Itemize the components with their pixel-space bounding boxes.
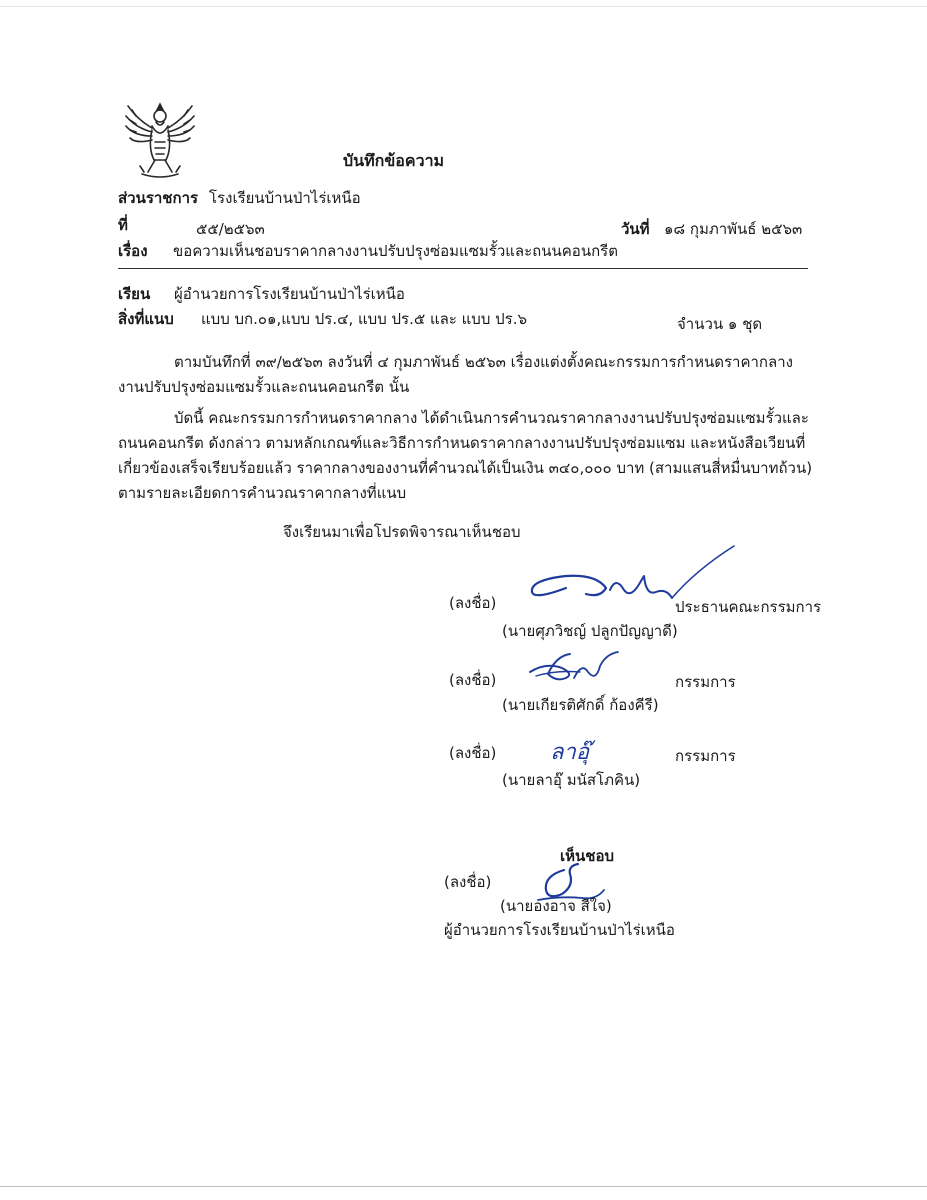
agency-label: ส่วนราชการ <box>118 189 199 207</box>
sign-label-3: (ลงชื่อ) <box>449 744 497 762</box>
attachment-label: สิ่งที่แนบ <box>118 310 174 328</box>
ref-label: ที่ <box>118 216 128 234</box>
signer-role-3: กรรมการ <box>675 747 736 765</box>
signature-3-handwriting: ลาอุ๊ <box>550 740 590 765</box>
date-label: วันที่ <box>621 220 650 238</box>
signer-role-1: ประธานคณะกรรมการ <box>675 598 822 616</box>
attachment-count: จำนวน ๑ ชุด <box>677 315 763 333</box>
signature-2-handwriting <box>526 648 626 688</box>
approval-heading: เห็นชอบ <box>560 847 614 865</box>
date-value: ๑๘ กุมภาพันธ์ ๒๕๖๓ <box>664 220 803 238</box>
attachment-value: แบบ บก.๐๑,แบบ ปร.๔, แบบ ปร.๕ และ แบบ ปร.๖ <box>201 310 527 328</box>
agency-value: โรงเรียนบ้านป่าไร่เหนือ <box>209 189 361 207</box>
memo-title: บันทึกข้อความ <box>343 151 445 170</box>
approval-sign-label: (ลงชื่อ) <box>444 873 492 891</box>
ref-value: ๕๕/๒๕๖๓ <box>196 220 265 238</box>
signer-name-2: (นายเกียรติศักดิ์ ก้องคีรี) <box>502 696 659 714</box>
scan-top-edge <box>0 6 927 7</box>
approval-name: (นายองอาจ สีใจ) <box>500 897 612 915</box>
subject-value: ขอความเห็นชอบราคากลางงานปรับปรุงซ่อมแซมรั้วและถนนคอนกรีต <box>173 242 618 260</box>
body-paragraph-2-line-1: บัดนี้ คณะกรรมการกำหนดราคากลาง ได้ดำเนินการคำนวณราคากลางงานปรับปรุงซ่อมแซมรั้วและ <box>174 409 809 427</box>
body-paragraph-2-line-3: เกี่ยวข้องเสร็จเรียบร้อยแล้ว ราคากลางของงานที่คำนวณได้เป็นเงิน ๓๔๐,๐๐๐ บาท (สามแสนสี่หมื่นบาทถ้วน) <box>118 459 813 477</box>
approval-position: ผู้อำนวยการโรงเรียนบ้านป่าไร่เหนือ <box>444 921 675 939</box>
to-value: ผู้อำนวยการโรงเรียนบ้านป่าไร่เหนือ <box>174 285 405 303</box>
signer-name-3: (นายลาอุ๊ มนัสโภคิน) <box>502 771 641 789</box>
sign-label-1: (ลงชื่อ) <box>449 594 497 612</box>
sign-label-2: (ลงชื่อ) <box>449 671 497 689</box>
signer-role-2: กรรมการ <box>675 673 736 691</box>
scan-bottom-edge <box>0 1186 927 1187</box>
body-paragraph-2-line-4: ตามรายละเอียดการคำนวณราคากลางที่แนบ <box>118 484 407 502</box>
signer-name-1: (นายศุภวิชญ์ ปลูกปัญญาดี) <box>502 622 678 640</box>
body-paragraph-1-line-1: ตามบันทึกที่ ๓๙/๒๕๖๓ ลงวันที่ ๔ กุมภาพันธ์ ๒๕๖๓ เรื่องแต่งตั้งคณะกรรมการกำหนดราคากลาง <box>174 353 793 371</box>
body-paragraph-2-line-2: ถนนคอนกรีต ดังกล่าว ตามหลักเกณฑ์และวิธีการกำหนดราคากลางงานปรับปรุงซ่อมแซม และหนังสือเวียนที่ <box>118 434 806 452</box>
header-rule <box>118 268 808 269</box>
garuda-emblem-icon <box>122 100 198 182</box>
subject-label: เรื่อง <box>118 242 148 260</box>
body-paragraph-1-line-2: งานปรับปรุงซ่อมแซมรั้วและถนนคอนกรีต นั้น <box>118 378 410 396</box>
to-label: เรียน <box>118 285 151 303</box>
closing-line: จึงเรียนมาเพื่อโปรดพิจารณาเห็นชอบ <box>283 523 521 541</box>
